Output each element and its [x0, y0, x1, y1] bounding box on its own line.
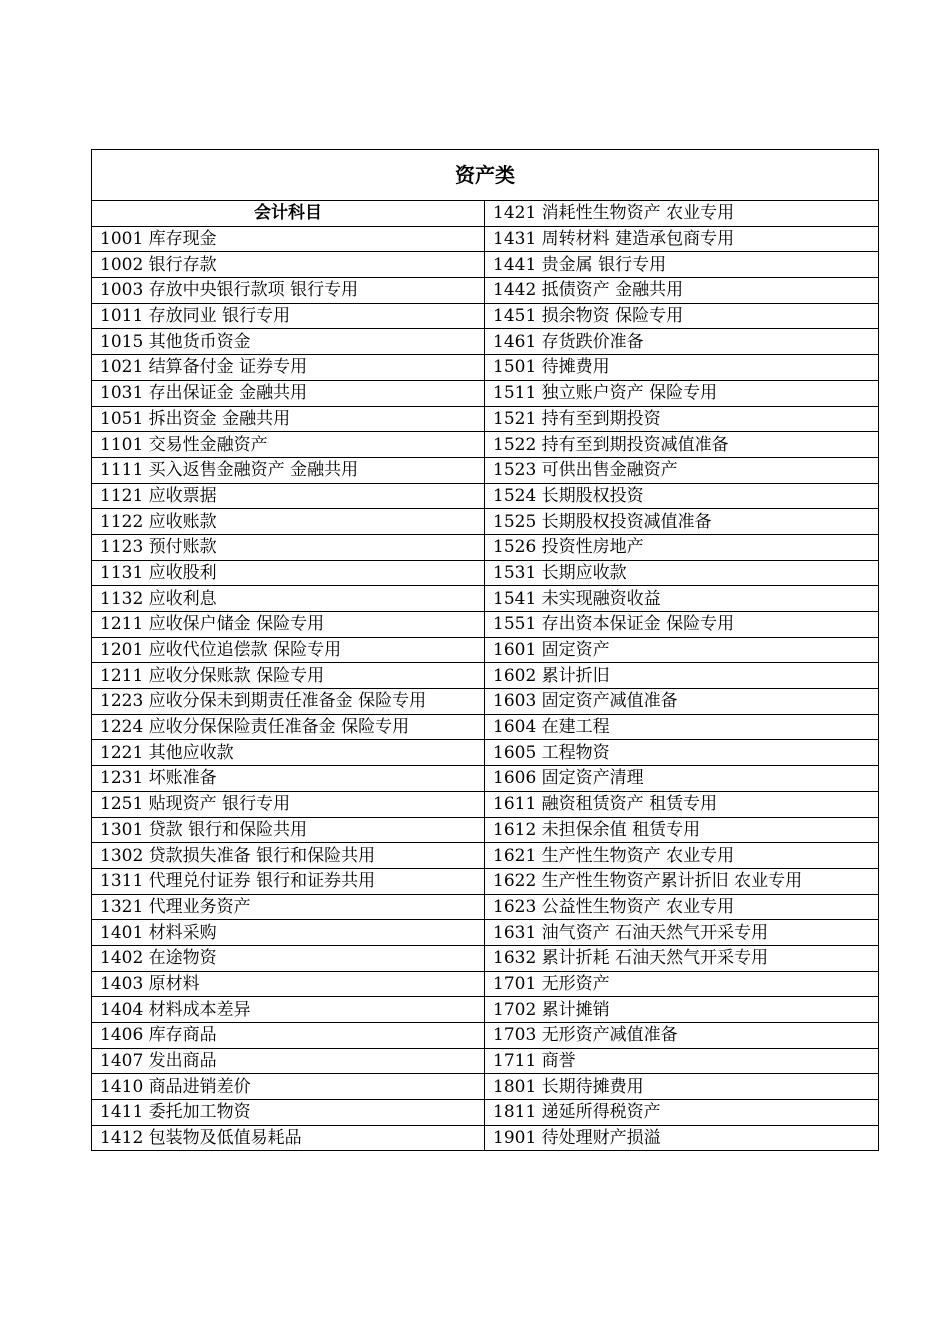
table-row — [92, 894, 879, 920]
table-cell: 1224 应收分保保险责任准备金 保险专用 — [92, 714, 485, 740]
table-cell: 1051 拆出资金 金融共用 — [92, 406, 485, 432]
table-cell: 1501 待摊费用 — [485, 355, 879, 381]
table-cell: 1406 库存商品 — [92, 1023, 485, 1049]
table-cell: 1606 固定资产清理 — [485, 766, 879, 792]
table-cell: 1302 贷款损失准备 银行和保险共用 — [92, 843, 485, 869]
table-cell: 1901 待处理财产损溢 — [485, 1125, 879, 1151]
table-row — [92, 457, 879, 483]
table-cell: 1622 生产性生物资产累计折旧 农业专用 — [485, 868, 879, 894]
table-row — [92, 534, 879, 560]
table-row — [92, 945, 879, 971]
table-row — [92, 380, 879, 406]
account-table — [91, 149, 879, 1151]
table-cell: 1525 长期股权投资减值准备 — [485, 509, 879, 535]
table-cell: 1603 固定资产减值准备 — [485, 689, 879, 715]
table-row — [92, 714, 879, 740]
table-row — [92, 329, 879, 355]
table-cell: 1402 在途物资 — [92, 945, 485, 971]
table-cell: 1602 累计折旧 — [485, 663, 879, 689]
table-cell: 1015 其他货币资金 — [92, 329, 485, 355]
table-cell: 1524 长期股权投资 — [485, 483, 879, 509]
table-cell: 1526 投资性房地产 — [485, 534, 879, 560]
table-row — [92, 1023, 879, 1049]
table-row — [92, 586, 879, 612]
table-cell: 1223 应收分保未到期责任准备金 保险专用 — [92, 689, 485, 715]
table-cell: 1122 应收账款 — [92, 509, 485, 535]
table-cell: 1111 买入返售金融资产 金融共用 — [92, 457, 485, 483]
table-cell: 1123 预付账款 — [92, 534, 485, 560]
column-header-account: 会计科目 — [92, 201, 485, 227]
table-cell: 1311 代理兑付证券 银行和证券共用 — [92, 868, 485, 894]
table-cell: 1231 坏账准备 — [92, 766, 485, 792]
table-body — [92, 201, 879, 1151]
table-cell: 1601 固定资产 — [485, 637, 879, 663]
table-row — [92, 278, 879, 304]
table-cell: 1801 长期待摊费用 — [485, 1074, 879, 1100]
table-row — [92, 406, 879, 432]
table-cell: 1703 无形资产减值准备 — [485, 1023, 879, 1049]
table-cell: 1001 库存现金 — [92, 226, 485, 252]
table-cell: 1401 材料采购 — [92, 920, 485, 946]
table-cell: 1702 累计摊销 — [485, 997, 879, 1023]
table-row — [92, 252, 879, 278]
table-row — [92, 997, 879, 1023]
table-cell: 1701 无形资产 — [485, 971, 879, 997]
table-cell: 1531 长期应收款 — [485, 560, 879, 586]
table-cell: 1632 累计折耗 石油天然气开采专用 — [485, 945, 879, 971]
table-cell: 1631 油气资产 石油天然气开采专用 — [485, 920, 879, 946]
table-row — [92, 637, 879, 663]
table-row — [92, 843, 879, 869]
title-row — [92, 150, 879, 201]
table-title: 资产类 — [92, 150, 879, 201]
table-cell: 1511 独立账户资产 保险专用 — [485, 380, 879, 406]
table-cell: 1523 可供出售金融资产 — [485, 457, 879, 483]
table-row — [92, 663, 879, 689]
table-cell: 1403 原材料 — [92, 971, 485, 997]
table-cell: 1431 周转材料 建造承包商专用 — [485, 226, 879, 252]
table-row — [92, 303, 879, 329]
table-cell: 1605 工程物资 — [485, 740, 879, 766]
table-cell: 1461 存货跌价准备 — [485, 329, 879, 355]
table-cell: 1131 应收股利 — [92, 560, 485, 586]
table-row — [92, 1074, 879, 1100]
table-cell: 1441 贵金属 银行专用 — [485, 252, 879, 278]
table-cell: 1451 损余物资 保险专用 — [485, 303, 879, 329]
table-cell: 1003 存放中央银行款项 银行专用 — [92, 278, 485, 304]
table-cell: 1611 融资租赁资产 租赁专用 — [485, 791, 879, 817]
table-row — [92, 971, 879, 997]
table-row — [92, 432, 879, 458]
table-cell: 1121 应收票据 — [92, 483, 485, 509]
table-cell: 1711 商誉 — [485, 1048, 879, 1074]
table-row — [92, 560, 879, 586]
table-cell: 1031 存出保证金 金融共用 — [92, 380, 485, 406]
table-cell: 1407 发出商品 — [92, 1048, 485, 1074]
table-cell: 1604 在建工程 — [485, 714, 879, 740]
table-cell: 1211 应收分保账款 保险专用 — [92, 663, 485, 689]
table-cell: 1522 持有至到期投资减值准备 — [485, 432, 879, 458]
table-row — [92, 766, 879, 792]
table-row — [92, 226, 879, 252]
table-row — [92, 612, 879, 638]
table-row — [92, 817, 879, 843]
table-row — [92, 920, 879, 946]
table-row — [92, 483, 879, 509]
account-table-container — [91, 149, 878, 1151]
table-cell: 1612 未担保余值 租赁专用 — [485, 817, 879, 843]
table-row — [92, 1100, 879, 1126]
table-cell: 1404 材料成本差异 — [92, 997, 485, 1023]
table-cell: 1621 生产性生物资产 农业专用 — [485, 843, 879, 869]
table-cell: 1541 未实现融资收益 — [485, 586, 879, 612]
table-cell: 1412 包装物及低值易耗品 — [92, 1125, 485, 1151]
table-row — [92, 791, 879, 817]
table-cell: 1002 银行存款 — [92, 252, 485, 278]
table-cell: 1442 抵债资产 金融共用 — [485, 278, 879, 304]
table-cell: 1251 贴现资产 银行专用 — [92, 791, 485, 817]
table-row — [92, 1048, 879, 1074]
table-row — [92, 868, 879, 894]
table-cell: 1211 应收保户储金 保险专用 — [92, 612, 485, 638]
table-cell: 1011 存放同业 银行专用 — [92, 303, 485, 329]
table-cell: 1410 商品进销差价 — [92, 1074, 485, 1100]
table-row — [92, 1125, 879, 1151]
table-cell: 1201 应收代位追偿款 保险专用 — [92, 637, 485, 663]
table-row — [92, 689, 879, 715]
table-cell: 1421 消耗性生物资产 农业专用 — [485, 201, 879, 227]
table-cell: 1321 代理业务资产 — [92, 894, 485, 920]
table-cell: 1301 贷款 银行和保险共用 — [92, 817, 485, 843]
table-cell: 1221 其他应收款 — [92, 740, 485, 766]
table-cell: 1551 存出资本保证金 保险专用 — [485, 612, 879, 638]
table-cell: 1411 委托加工物资 — [92, 1100, 485, 1126]
table-row — [92, 355, 879, 381]
table-cell: 1811 递延所得税资产 — [485, 1100, 879, 1126]
table-row — [92, 740, 879, 766]
table-cell: 1101 交易性金融资产 — [92, 432, 485, 458]
table-cell: 1623 公益性生物资产 农业专用 — [485, 894, 879, 920]
table-cell: 1132 应收利息 — [92, 586, 485, 612]
table-row — [92, 509, 879, 535]
table-cell: 1021 结算备付金 证券专用 — [92, 355, 485, 381]
table-row — [92, 201, 879, 227]
table-cell: 1521 持有至到期投资 — [485, 406, 879, 432]
